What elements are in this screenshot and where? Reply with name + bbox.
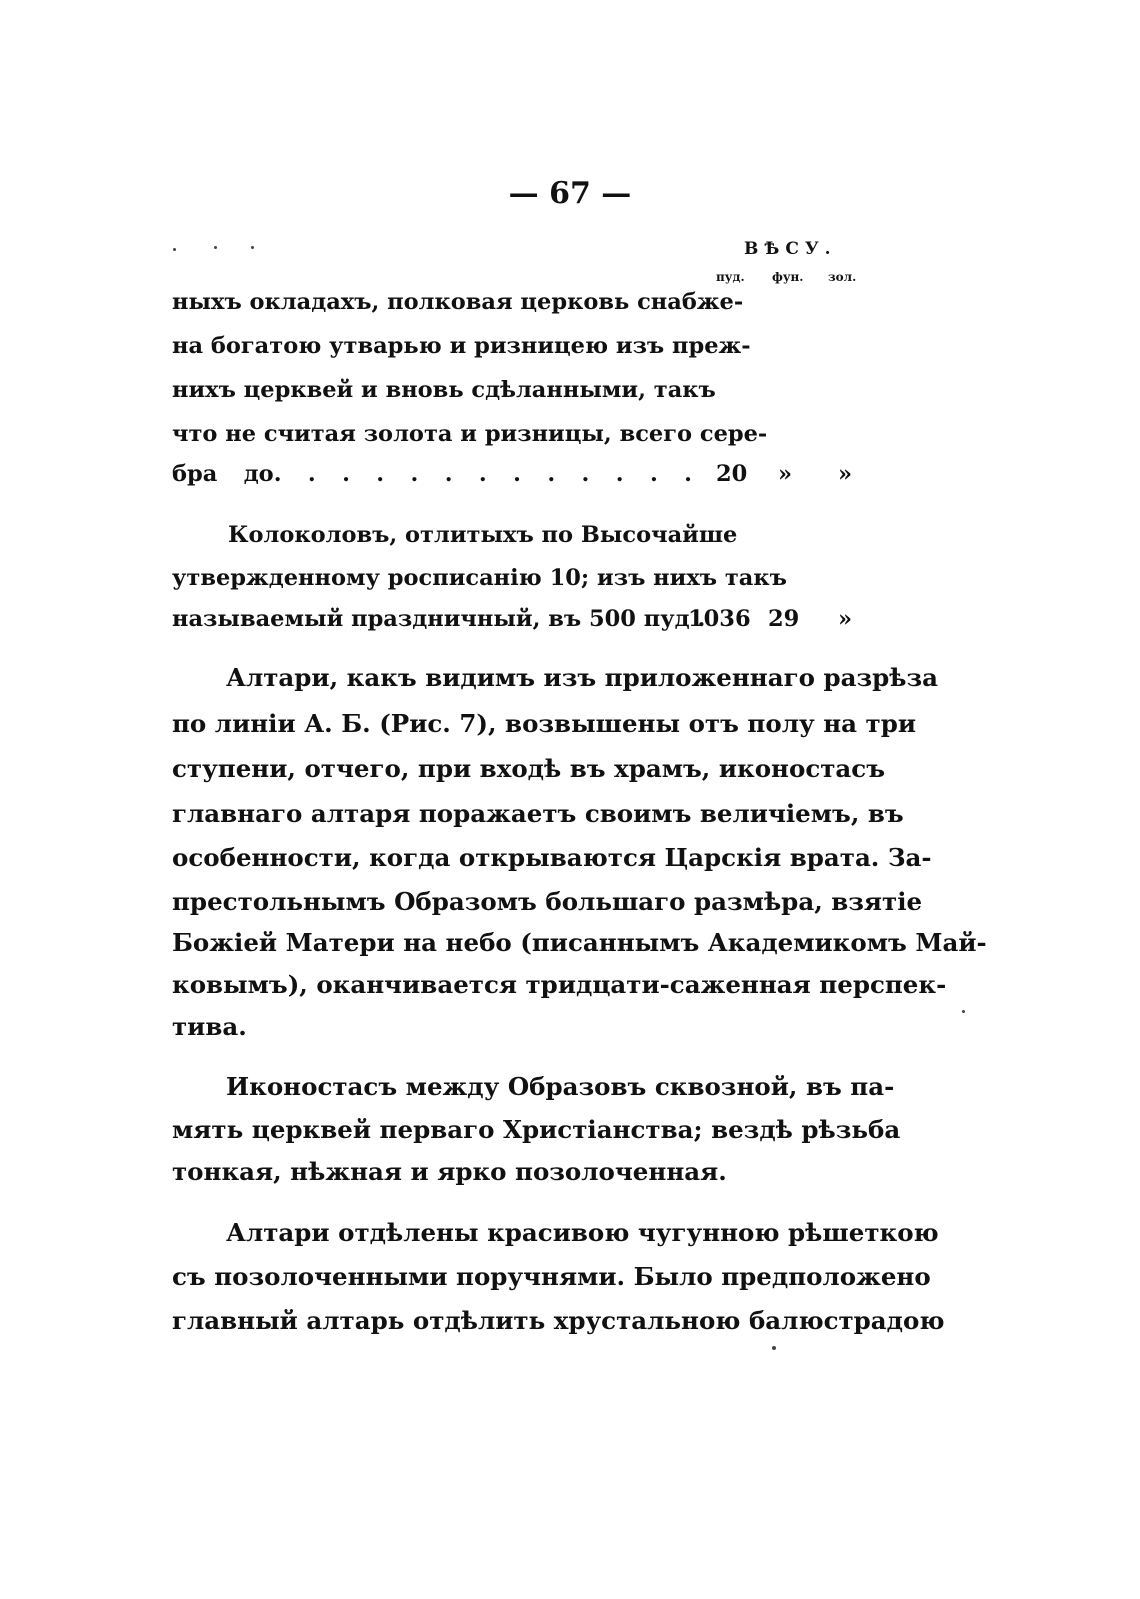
paragraph-line: главный алтарь отдѣлить хрустальною балюстрадою	[172, 1306, 945, 1335]
table-text-line: называемый праздничный, въ 500 пуд .	[172, 606, 706, 632]
paragraph-line: Божіей Матери на небо (писаннымъ Академикомъ Май-	[172, 928, 987, 957]
paragraph-line: ковымъ), оканчивается тридцати-саженная перспек-	[172, 970, 947, 999]
weight-value-zol: »	[838, 606, 853, 632]
scan-speck	[173, 248, 176, 251]
weight-value-pud: 20	[716, 461, 748, 487]
paragraph-line: Алтари отдѣлены красивою чугунною рѣшеткою	[226, 1218, 939, 1247]
unit-label-zol: зол.	[828, 270, 857, 284]
paragraph-line: особенности, когда открываются Царскія врата. За-	[172, 843, 932, 872]
table-text-line: утвержденному росписанію 10; изъ нихъ такъ	[172, 565, 787, 591]
weight-value-fun: 29	[768, 606, 800, 632]
paragraph-line: Иконостасъ между Образовъ сквозной, въ па-	[226, 1072, 895, 1101]
paragraph-line: мять церквей перваго Христіанства; вездѣ рѣзьба	[172, 1115, 901, 1144]
table-text-line: нихъ церквей и вновь сдѣланными, такъ	[172, 377, 716, 403]
table-text-line: что не считая золота и ризницы, всего сере-	[172, 421, 768, 447]
weight-column-header: ВѢСУ.	[744, 239, 837, 259]
paragraph-line: престольнымъ Образомъ большаго размѣра, взятіе	[172, 887, 923, 916]
table-text-line: бра до. . . . . . . . . . . . .	[172, 461, 692, 487]
paragraph-line: тива.	[172, 1012, 247, 1041]
weight-value-pud: 1036	[688, 606, 751, 632]
paragraph-line: тонкая, нѣжная и ярко позолоченная.	[172, 1157, 727, 1186]
scan-speck	[251, 246, 254, 249]
table-text-line: Колоколовъ, отлитыхъ по Высочайше	[228, 522, 738, 548]
scan-speck	[214, 246, 217, 249]
unit-label-pud: пуд.	[716, 270, 745, 284]
weight-value-zol: »	[838, 461, 853, 487]
paragraph-line: Алтари, какъ видимъ изъ приложеннаго разрѣза	[226, 663, 938, 692]
paragraph-line: по линіи А. Б. (Рис. 7), возвышены отъ полу на три	[172, 709, 917, 738]
paragraph-line: съ позолоченными поручнями. Было предположено	[172, 1262, 931, 1291]
unit-label-fun: фун.	[772, 270, 804, 284]
table-text-line: на богатою утварью и ризницею изъ преж-	[172, 333, 751, 359]
scan-speck	[772, 1346, 776, 1350]
paragraph-line: главнаго алтаря поражаетъ своимъ величіемъ, въ	[172, 799, 904, 828]
page-number: — 67 —	[508, 176, 632, 211]
weight-value-fun: »	[778, 461, 793, 487]
scan-speck	[962, 1010, 965, 1013]
paragraph-line: ступени, отчего, при входѣ въ храмъ, иконостасъ	[172, 754, 886, 783]
table-text-line: ныхъ окладахъ, полковая церковь снабже-	[172, 289, 744, 315]
